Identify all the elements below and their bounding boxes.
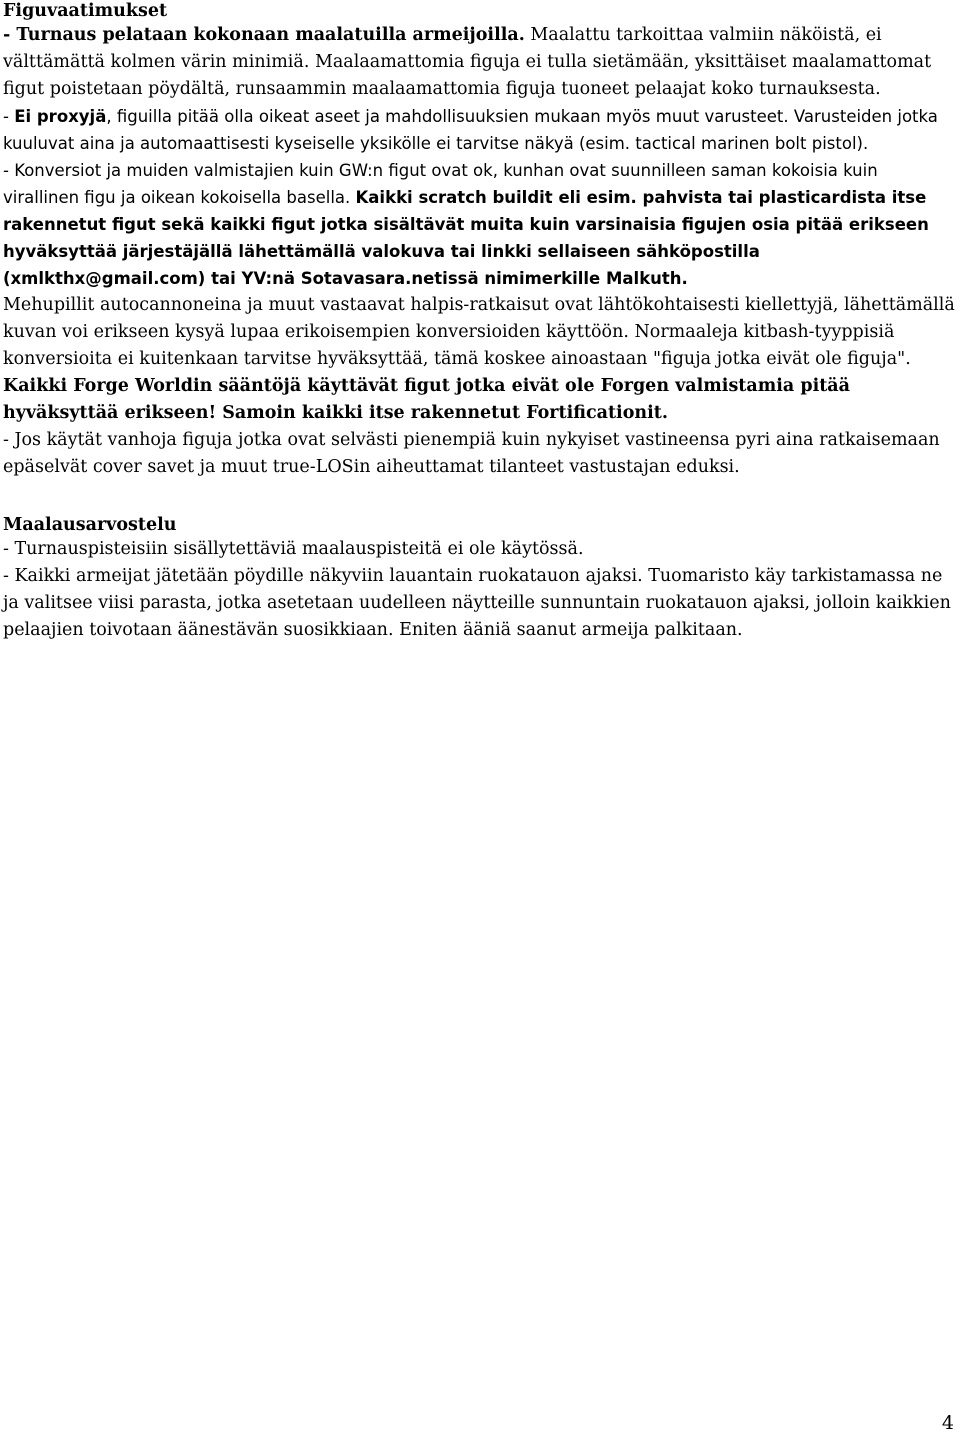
painting-points-text: - Turnauspisteisiin sisällytettäviä maalauspisteitä ei ole käytössä. bbox=[3, 539, 584, 559]
bold-no-proxies: Ei proxyjä bbox=[14, 107, 107, 126]
paragraph-cheap-solutions bbox=[3, 292, 957, 427]
paragraph-no-proxies bbox=[3, 103, 957, 157]
conversions-text: - Konversiot ja muiden valmistajien kuin GW:n figut ovat ok, kunhan ovat suunnilleen saman kokoisia kuin virallinen figu ja oikean kokoisella basella. bbox=[3, 161, 878, 207]
paragraph-painting-points bbox=[3, 536, 957, 563]
cheap-solutions-text: Mehupillit autocannoneina ja muut vastaavat halpis-ratkaisut ovat lähtökohtaisesti kiellettyjä, lähettämällä kuvan voi erikseen kysyä lupaa erikoisempien konversioiden käyttöön. Normaaleja kitbash-tyyppisiä konversioita ei kuitenkaan tarvitse hyväksyttää, tämä koskee ainoastaan "figuja jotka eivät ole figuja". bbox=[3, 295, 955, 369]
bold-scratch-builds: Kaikki scratch buildit eli esim. pahvista tai plasticardista itse rakennetut figut sekä kaikki figut jotka sisältävät muita kuin varsinaisia figujen osia pitää erikseen hyväksyttää järjestäjällä lähettämällä valokuva tai linkki sellaiseen sähköpostilla (xmlkthx@gmail.com) tai YV:nä Sotavasara.netissä nimimerkille Malkuth. bbox=[3, 188, 929, 288]
bold-painted-rule: - Turnaus pelataan kokonaan maalatuilla armeijoilla. bbox=[3, 25, 525, 45]
paragraph-painting-vote bbox=[3, 563, 957, 644]
page-number: 4 bbox=[941, 1412, 954, 1434]
no-proxies-text: , figuilla pitää olla oikeat aseet ja mahdollisuuksien mukaan myös muut varusteet. Varusteiden jotka kuuluvat aina ja automaattisesti kyseiselle yksikölle ei tarvitse näkyä (esim. tactical marinen bolt pistol). bbox=[3, 107, 938, 153]
painting-vote-text: - Kaikki armeijat jätetään pöydille näkyviin lauantain ruokatauon ajaksi. Tuomaristo käy tarkistamassa ne ja valitsee viisi parasta, jotka asetetaan uudelleen näytteille sunnuntain ruokatauon ajaksi, jolloin kaikkien pelaajien toivotaan äänestävän suosikkiaan. Eniten ääniä saanut armeija palkitaan. bbox=[3, 566, 951, 640]
section-heading-figuvaatimukset: Figuvaatimukset bbox=[3, 1, 168, 21]
old-models-text: - Jos käytät vanhoja figuja jotka ovat selvästi pienempiä kuin nykyiset vastineensa pyri aina ratkaisemaan epäselvät cover savet ja muut true-LOSin aiheuttamat tilanteet vastustajan eduksi. bbox=[3, 430, 940, 477]
section-heading-maalausarvostelu: Maalausarvostelu bbox=[3, 515, 177, 535]
paragraph-old-models bbox=[3, 427, 957, 481]
no-proxies-prefix: - bbox=[3, 107, 15, 126]
bold-forge-world: Kaikki Forge Worldin sääntöjä käyttävät figut jotka eivät ole Forgen valmistamia pitää hyväksyttää erikseen! Samoin kaikki itse rakennetut Fortificationit. bbox=[3, 376, 850, 423]
paragraph-painted-armies bbox=[3, 22, 957, 103]
painted-rule-text: Maalattu tarkoittaa valmiin näköistä, ei välttämättä kolmen värin minimiä. Maalaamattomia figuja ei tulla sietämään, yksittäiset maalamattomat figut poistetaan pöydältä, runsaammin maalaamattomia figuja tuoneet pelaajat koko turnauksesta. bbox=[3, 25, 932, 99]
document-page bbox=[3, 0, 957, 644]
paragraph-conversions bbox=[3, 157, 957, 292]
